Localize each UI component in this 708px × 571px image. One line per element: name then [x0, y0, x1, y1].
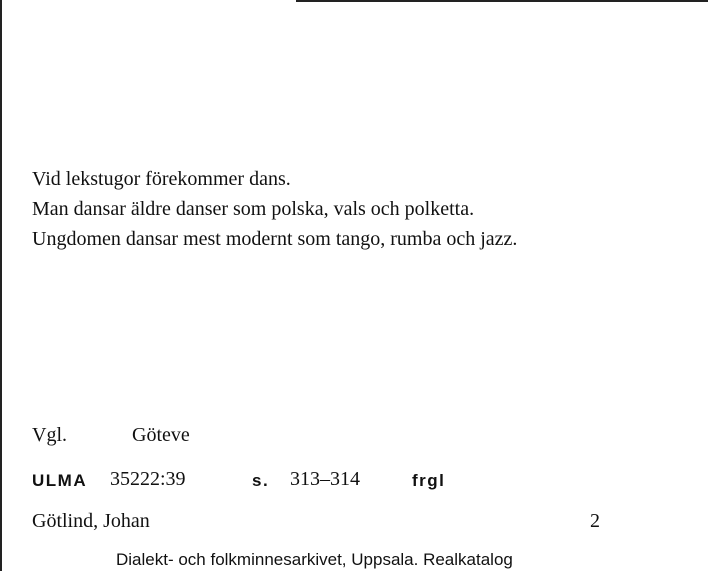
body-line-2: Man dansar äldre danser som polska, vals och polketta. [32, 198, 475, 220]
archive-footer: Dialekt- och folkminnesarkivet, Uppsala. Realkatalog [116, 550, 513, 569]
archive-reference-row [32, 468, 672, 494]
informant-row [32, 510, 612, 533]
card-body-text [32, 164, 517, 254]
page-prefix: s. [252, 471, 270, 490]
record-type: frgl [412, 471, 446, 490]
archive-code: ULMA [32, 471, 88, 490]
accession-number: 35222:39 [110, 468, 186, 490]
vgl-label: Vgl. [32, 424, 67, 446]
card-number: 2 [590, 510, 600, 532]
left-border-line [0, 0, 2, 571]
page-range: 313–314 [290, 468, 360, 490]
body-line-1: Vid lekstugor förekommer dans. [32, 168, 291, 190]
vgl-place: Göteve [132, 424, 190, 446]
informant-name: Götlind, Johan [32, 510, 150, 532]
body-line-3: Ungdomen dansar mest modernt som tango, rumba och jazz. [32, 228, 518, 250]
top-border-line [296, 0, 708, 2]
cross-reference-row [32, 424, 190, 447]
